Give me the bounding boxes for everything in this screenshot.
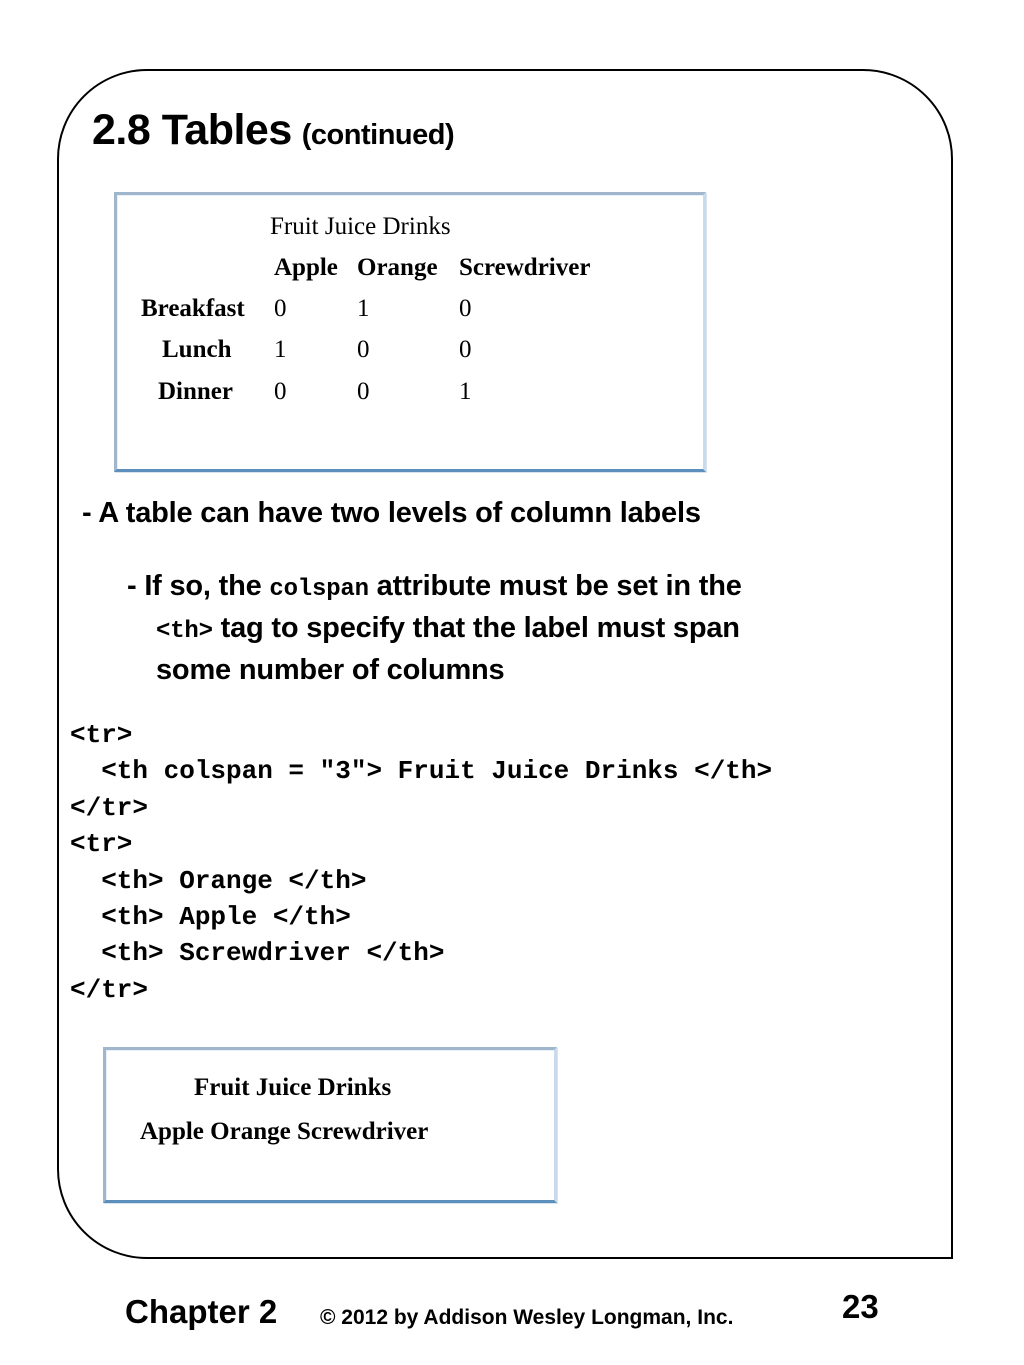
- table-screenshot-2: [103, 1047, 557, 1203]
- bullet-text: tag to specify that the label must span: [212, 612, 740, 644]
- table-caption: Fruit Juice Drinks: [270, 213, 451, 240]
- code-line: </tr>: [70, 974, 149, 1005]
- column-header-apple: Apple: [274, 254, 338, 281]
- bullet-colspan-line-2: [127, 609, 927, 651]
- footer-copyright: © 2012 by Addison Wesley Longman, Inc.: [320, 1306, 734, 1329]
- title-subtitle: (continued): [301, 119, 455, 151]
- column-header-screwdriver: Screwdriver: [459, 254, 591, 281]
- table-cell: 0: [357, 378, 370, 405]
- table-cell: 1: [357, 295, 370, 322]
- table-cell: 0: [459, 295, 472, 322]
- footer-chapter: Chapter 2: [125, 1293, 278, 1330]
- bullet-colspan-line-3: some number of columns: [156, 654, 505, 686]
- row-header-lunch: Lunch: [162, 336, 232, 363]
- title-main: 2.8 Tables: [92, 106, 292, 154]
- bullet-colspan-line-1: [127, 567, 927, 609]
- bullet-text: - If so, the: [127, 570, 270, 602]
- slide-title: [92, 106, 454, 155]
- table-cell: 1: [459, 378, 472, 405]
- code-example: [70, 717, 772, 1008]
- code-line: <th> Apple </th>: [70, 902, 351, 933]
- table-screenshot-1: [114, 192, 706, 472]
- row-header-breakfast: Breakfast: [141, 295, 245, 322]
- bullet-text: attribute must be set in the: [368, 570, 742, 602]
- colspan-heading: Fruit Juice Drinks: [194, 1074, 392, 1101]
- code-line: </tr>: [70, 792, 149, 823]
- bullet-column-levels: - A table can have two levels of column labels: [82, 497, 701, 529]
- row-header-dinner: Dinner: [158, 378, 233, 405]
- code-line: <th> Screwdriver </th>: [70, 938, 445, 969]
- code-line: <th> Orange </th>: [70, 865, 367, 896]
- code-colspan: colspan: [269, 576, 369, 603]
- column-headers-line: Apple Orange Screwdriver: [140, 1118, 429, 1145]
- table-cell: 0: [274, 378, 287, 405]
- code-line: <tr>: [70, 829, 133, 860]
- code-th-tag: <th>: [156, 618, 213, 645]
- bullet-colspan: [127, 567, 927, 689]
- page-number: 23: [842, 1288, 879, 1325]
- table-cell: 0: [459, 336, 472, 363]
- table-cell: 0: [357, 336, 370, 363]
- code-line: <th colspan = "3"> Fruit Juice Drinks </th>: [70, 756, 773, 787]
- table-cell: 0: [274, 295, 287, 322]
- table-cell: 1: [274, 336, 287, 363]
- code-line: <tr>: [70, 720, 133, 750]
- column-header-orange: Orange: [357, 254, 438, 281]
